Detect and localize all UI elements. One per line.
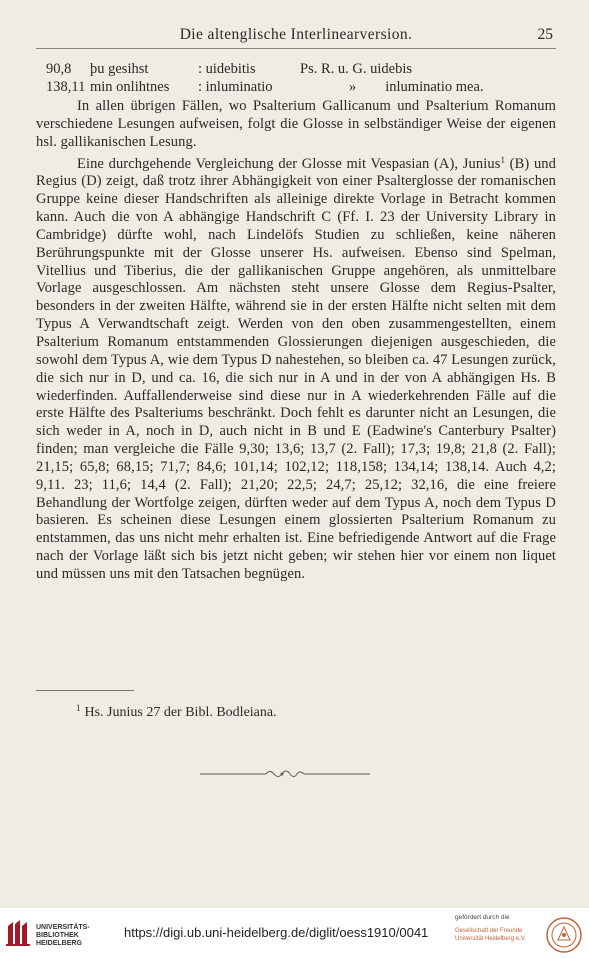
gloss-ref: 138,11 [46,79,86,95]
library-crest-icon [4,918,34,948]
society-seal-icon [545,916,583,954]
document-url-link[interactable]: https://digi.ub.uni-heidelberg.de/diglit/oess1910/0041 [124,925,429,940]
running-header [36,26,556,49]
gloss-variant: Ps. R. u. G. uidebis [300,61,412,77]
paragraph-start: Eine durchgehende Vergleichung der Glosse mit Vespasian (A), Junius [77,155,501,172]
running-title: Die altenglische Interlinearversion. [179,26,413,43]
funded-by-label: gefördert durch die [455,914,510,921]
gloss-variant: » inluminatio mea. [349,79,484,95]
gloss-line [46,78,516,97]
gloss-ref: 90,8 [46,61,72,77]
footnote-marker: 1 [500,154,506,165]
digitization-footer [0,908,589,958]
footnote-text: Hs. Junius 27 der Bibl. Bodleiana. [84,705,277,720]
footnote [76,699,546,722]
footnote-rule [36,690,134,691]
gloss-latin: : uidebitis [198,61,256,77]
footnote-number: 1 [76,703,81,713]
sponsor-block [455,914,585,956]
gloss-latin: : inluminatio [198,79,273,95]
library-logo[interactable] [4,918,104,954]
gloss-word: min onlihtnes [90,79,170,95]
library-name: UNIVERSITÄTS- BIBLIOTHEK HEIDELBERG [36,924,90,947]
paragraph: In allen übrigen Fällen, wo Psalterium Gallicanum und Psalterium Romanum verschiedene Lesungen aufweisen, folgt die Glosse in selbständiger Weise der eigenen hsl. gallikanischen Lesung. [36,98,556,150]
ornament-divider-icon [200,768,370,780]
gloss-line [46,60,516,79]
body-text [36,98,556,584]
society-name: Gesellschaft der Freunde Universität Heidelberg e.V. [455,928,526,942]
page-number: 25 [537,26,553,43]
paragraph [36,152,556,584]
paragraph-rest: (B) und Regius (D) zeigt, daß trotz ihrer Abhängigkeit von einer Psalterglosse der romanischen Gruppe keine dieser Handschriften als alleinige direkte Vorlage in Betracht kommen kann. Auch die von A abhängige Handschrift C (Ff. I. 23 der University Library in Cambridge) dürfte wohl, nach Lindelöfs Studien zu schließen, keine näheren Berührungspunkte mit der Glosse unserer Hs. aufweisen. Ebenso sind Spelman, Vitellius und Tiberius, die der gallikanischen Gruppe angehören, als unmittelbare Vorlage ausgeschlossen. Am nächsten steht unsere Glosse dem Regius-Psalter, besonders in der zweiten Hälfte, während sie in der ersten Hälfte nicht selten mit dem Typus A Verwandtschaft zeigt. Werden von den oben zusammengestellten, einem Psalterium Romanum entstammenden Glossierungen diejenigen ausgeschieden, die sowohl dem Typus A, wie dem Typus D nahestehen, so bleiben ca. 47 Lesungen zurück, die sich nur in D, und ca. 16, die sich nur in A und in der von A abhängigen Hs. B wiederfinden. Auffallenderweise sind diese nur in A wiederkehrenden Fälle auf die erste Hälfte des Psalteriums beschränkt. Doch fehlt es darunter nicht an Lesungen, die sich weder in A, noch in D, auch nicht in B und E (Eadwine's Canterbury Psalter) finden; man vergleiche die Fälle 9,30; 13,6; 13,7 (2. Fall); 17,3; 19,8; 21,8 (2. Fall); 21,15; 65,8; 68,15; 71,7; 84,6; 101,14; 102,12; 118,158; 134,14; 138,14. Auch 4,2; 9,11. 23; 11,6; 14,4 (2. Fall); 21,20; 22,5; 24,7; 25,12; 32,16, die eine freiere Behandlung der Wortfolge zeigen, dürften weder auf dem Typus A, noch dem Typus D basieren. Es scheinen diese Lesungen einem glossierten Psalterium Romanum zu entstammen, das uns nicht mehr erhalten ist. Eine befriedigende Antwort auf die Frage nach der Vorlage läßt sich bis jetzt nicht geben; wir stehen hier vor einem non liquet und müssen uns mit den Tatsachen begnügen. [36,155,556,582]
gloss-word: þu gesihst [90,61,149,77]
